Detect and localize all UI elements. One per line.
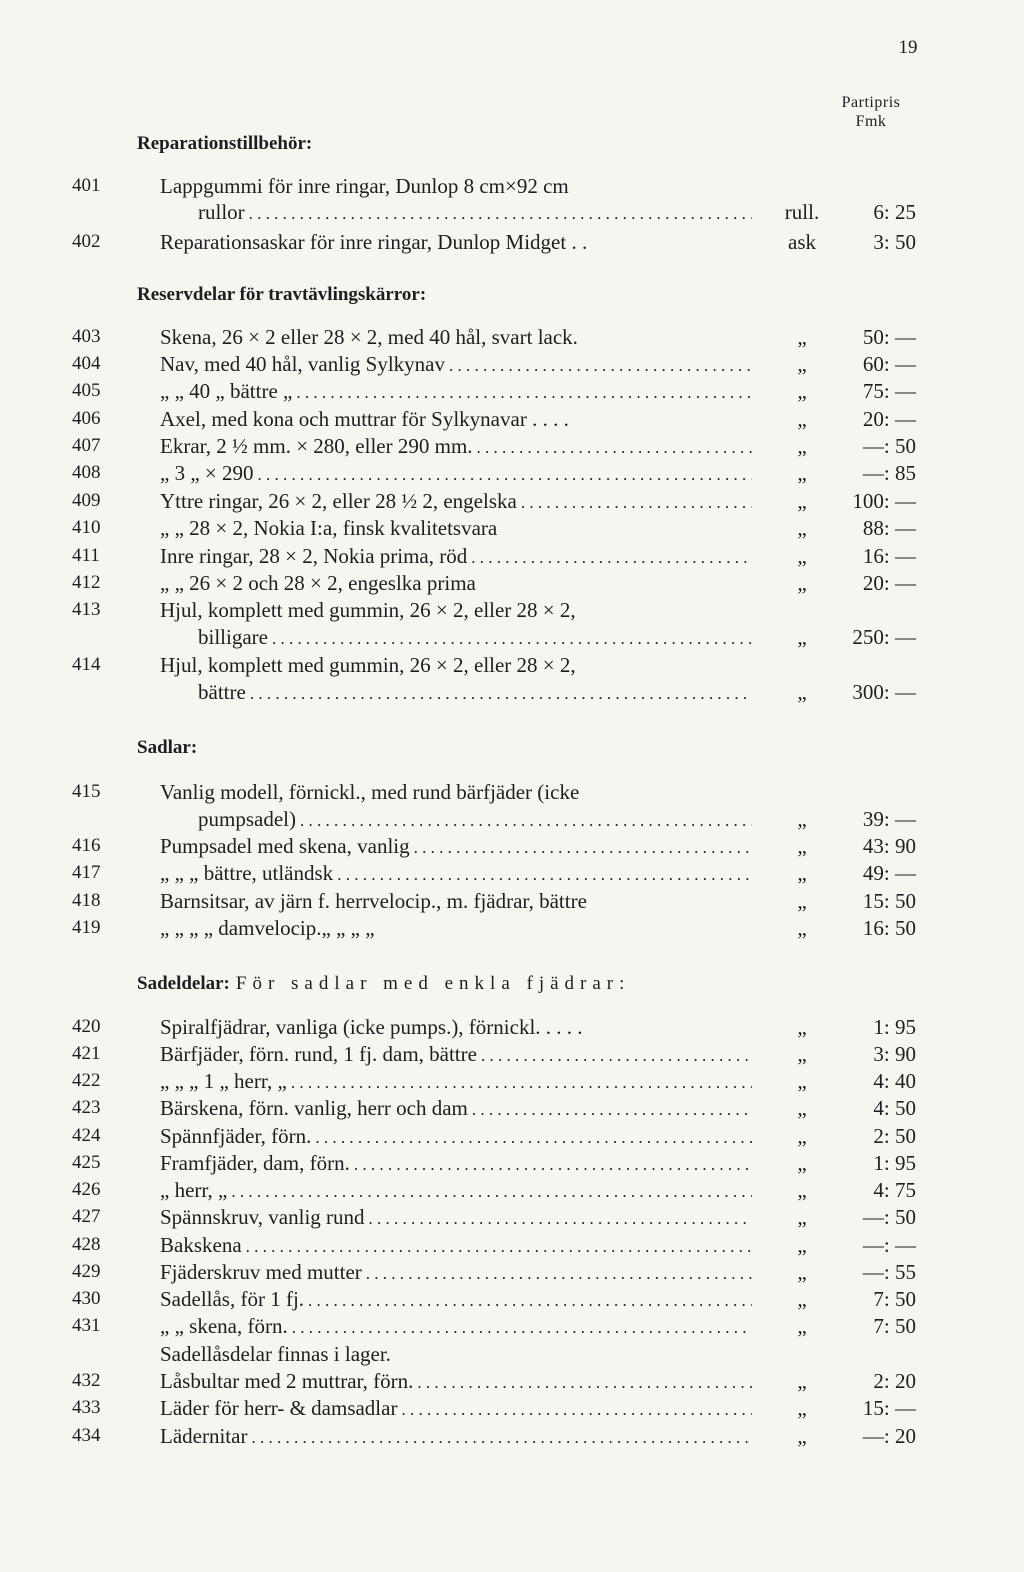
item-price: —: 50: [862, 434, 916, 458]
item-price: 3: 90: [873, 1042, 916, 1066]
section-title: Sadlar:: [137, 737, 198, 758]
item-unit: „: [797, 1151, 807, 1175]
item-text: Fjäderskruv med mutter: [160, 1260, 362, 1284]
item-number: 432: [72, 1370, 101, 1391]
catalog-row: [0, 1258, 1024, 1286]
item-unit: „: [797, 1314, 807, 1338]
item-text: „ „ „ „ damvelocip.„ „ „ „: [160, 916, 375, 940]
item-description: [198, 805, 752, 835]
item-price: 88: —: [862, 516, 916, 540]
item-text: Bärskena, förn. vanlig, herr och dam: [160, 1096, 468, 1120]
item-number: 419: [72, 917, 101, 938]
dot-leader: [369, 1205, 752, 1233]
item-description: [160, 1312, 752, 1342]
item-number: 410: [72, 517, 101, 538]
catalog-row: [0, 542, 1024, 570]
item-price: 6: 25: [873, 200, 916, 224]
catalog-row: [0, 569, 1024, 597]
item-price: 1: 95: [873, 1015, 916, 1039]
dot-leader: [449, 352, 752, 380]
catalog-row: [0, 1203, 1024, 1231]
dot-leader: [249, 200, 752, 228]
item-text: „ „ 40 „ bättre „: [160, 379, 293, 403]
section-subtitle: För sadlar med enkla fjädrar:: [235, 973, 631, 994]
item-unit: „: [797, 325, 807, 349]
item-description: [160, 172, 752, 200]
item-description: [160, 914, 752, 942]
item-unit: „: [797, 889, 807, 913]
catalog-row: [0, 914, 1024, 942]
catalog-row: [0, 1149, 1024, 1177]
dot-leader: [300, 807, 752, 835]
item-text: Sadellåsdelar finnas i lager.: [160, 1342, 391, 1366]
item-price: 7: 50: [873, 1314, 916, 1338]
item-description: [160, 1394, 752, 1424]
item-number: 409: [72, 490, 101, 511]
item-price: 60: —: [862, 352, 916, 376]
item-text: Hjul, komplett med gummin, 26 × 2, eller 28 × 2,: [160, 653, 576, 677]
item-text: „ „ „ bättre, utländsk: [160, 861, 334, 885]
item-description: [160, 323, 752, 351]
item-unit: ask: [788, 230, 816, 254]
item-unit: „: [797, 1205, 807, 1229]
item-number: 411: [72, 545, 100, 566]
price-header-line1: Partipris: [841, 94, 901, 111]
catalog-row: [0, 859, 1024, 887]
item-price: 2: 50: [873, 1124, 916, 1148]
item-unit: „: [797, 489, 807, 513]
catalog-row: [0, 651, 1024, 679]
item-text: Axel, med kona och muttrar för Sylkynavar . . . .: [160, 407, 569, 431]
catalog-row: [0, 1394, 1024, 1422]
item-unit: „: [797, 516, 807, 540]
item-description: [160, 1203, 752, 1233]
item-number: 425: [72, 1152, 101, 1173]
item-number: 412: [72, 572, 101, 593]
item-number: 413: [72, 599, 101, 620]
item-price: —: 20: [862, 1424, 916, 1448]
catalog-row: [0, 1367, 1024, 1395]
item-text: Nav, med 40 hål, vanlig Sylkynav: [160, 352, 446, 376]
item-text: Lädernitar: [160, 1424, 248, 1448]
catalog-row: [0, 623, 1024, 651]
item-description: [160, 1094, 752, 1124]
item-number: 401: [72, 175, 101, 196]
item-number: 431: [72, 1315, 101, 1336]
section-heading: [137, 737, 197, 759]
catalog-row: [0, 887, 1024, 915]
section-heading: [137, 133, 312, 155]
item-text: Yttre ringar, 26 × 2, eller 28 ½ 2, engelska: [160, 489, 517, 513]
item-number: 422: [72, 1070, 101, 1091]
item-text: Låsbultar med 2 muttrar, förn.: [160, 1369, 414, 1393]
item-number: 408: [72, 462, 101, 483]
item-number: 404: [72, 353, 101, 374]
item-price: 250: —: [852, 625, 916, 649]
item-number: 429: [72, 1261, 101, 1282]
catalog-row: [0, 1122, 1024, 1150]
page-number: 19: [898, 37, 918, 58]
item-unit: „: [797, 1260, 807, 1284]
dot-leader: [231, 1178, 752, 1206]
item-unit: „: [797, 834, 807, 858]
item-text: Skena, 26 × 2 eller 28 × 2, med 40 hål, svart lack.: [160, 325, 578, 349]
item-price: 16: 50: [862, 916, 916, 940]
item-number: 414: [72, 654, 101, 675]
item-unit: „: [797, 1178, 807, 1202]
dot-leader: [354, 1151, 752, 1179]
item-number: 416: [72, 835, 101, 856]
dot-leader: [471, 544, 752, 572]
item-number: 415: [72, 781, 101, 802]
item-price: 39: —: [862, 807, 916, 831]
item-description: [160, 1367, 752, 1397]
item-unit: „: [797, 680, 807, 704]
item-unit: „: [797, 379, 807, 403]
item-number: 426: [72, 1179, 101, 1200]
dot-leader: [366, 1260, 752, 1288]
item-number: 405: [72, 380, 101, 401]
item-price: 300: —: [852, 680, 916, 704]
item-text: Bakskena: [160, 1233, 242, 1257]
catalog-row: [0, 1176, 1024, 1204]
catalog-row: [0, 1340, 1024, 1368]
item-price: 20: —: [862, 407, 916, 431]
dot-leader: [521, 489, 752, 517]
catalog-row: [0, 1231, 1024, 1259]
item-description: [160, 1067, 752, 1097]
item-price: 3: 50: [873, 230, 916, 254]
dot-leader: [481, 1042, 752, 1070]
price-column-header: [806, 93, 936, 131]
item-number: 433: [72, 1397, 101, 1418]
item-price: 16: —: [862, 544, 916, 568]
item-text: „ „ „ 1 „ herr, „: [160, 1069, 287, 1093]
item-number: 402: [72, 231, 101, 252]
item-text: bättre: [198, 680, 246, 704]
item-unit: „: [797, 1396, 807, 1420]
item-text: Spännskruv, vanlig rund: [160, 1205, 365, 1229]
item-unit: „: [797, 352, 807, 376]
dot-leader: [315, 1124, 752, 1152]
catalog-row: [0, 1422, 1024, 1450]
catalog-row: [0, 678, 1024, 706]
catalog-row: [0, 228, 1024, 256]
item-description: [160, 228, 752, 256]
item-price: 75: —: [862, 379, 916, 403]
catalog-row: [0, 172, 1024, 200]
item-number: 434: [72, 1425, 101, 1446]
item-text: Sadellås, för 1 fj.: [160, 1287, 305, 1311]
item-unit: „: [797, 1369, 807, 1393]
catalog-row: [0, 487, 1024, 515]
item-text: Bärfjäder, förn. rund, 1 fj. dam, bättre: [160, 1042, 477, 1066]
item-unit: „: [797, 1233, 807, 1257]
item-price: 100: —: [852, 489, 916, 513]
item-text: pumpsadel): [198, 807, 296, 831]
item-unit: „: [797, 407, 807, 431]
item-number: 421: [72, 1043, 101, 1064]
item-description: [160, 651, 752, 679]
item-number: 418: [72, 890, 101, 911]
item-description: [160, 514, 752, 542]
item-number: 406: [72, 408, 101, 429]
item-text: Hjul, komplett med gummin, 26 × 2, eller 28 × 2,: [160, 598, 576, 622]
item-text: „ „ skena, förn.: [160, 1314, 288, 1338]
catalog-row: [0, 350, 1024, 378]
item-description: [160, 1013, 752, 1041]
item-price: 4: 75: [873, 1178, 916, 1202]
item-description: [160, 405, 752, 433]
item-text: „ herr, „: [160, 1178, 228, 1202]
item-price: 50: —: [862, 325, 916, 349]
item-unit: „: [797, 625, 807, 649]
item-description: [160, 859, 752, 889]
catalog-row: [0, 778, 1024, 806]
catalog-row: [0, 514, 1024, 542]
item-unit: „: [797, 916, 807, 940]
catalog-row: [0, 323, 1024, 351]
item-number: 407: [72, 435, 101, 456]
dot-leader: [258, 461, 753, 489]
dot-leader: [250, 680, 752, 708]
catalog-row: [0, 198, 1024, 226]
item-unit: „: [797, 1424, 807, 1448]
dot-leader: [251, 1424, 752, 1452]
item-unit: „: [797, 544, 807, 568]
item-description: [160, 569, 752, 597]
item-price: 1: 95: [873, 1151, 916, 1175]
item-text: Barnsitsar, av järn f. herrvelocip., m. fjädrar, bättre: [160, 889, 587, 913]
item-unit: „: [797, 1069, 807, 1093]
item-text: rullor: [198, 200, 245, 224]
item-text: „ 3 „ × 290: [160, 461, 254, 485]
dot-leader: [292, 1314, 752, 1342]
item-description: [160, 1258, 752, 1288]
catalog-row: [0, 459, 1024, 487]
item-number: 420: [72, 1016, 101, 1037]
catalog-row: [0, 1013, 1024, 1041]
section-title: Reparationstillbehör:: [137, 133, 313, 154]
price-header-line2: Fmk: [855, 113, 887, 130]
dot-leader: [401, 1396, 752, 1424]
item-price: 15: —: [862, 1396, 916, 1420]
item-price: 43: 90: [862, 834, 916, 858]
item-text: Framfjäder, dam, förn.: [160, 1151, 350, 1175]
item-unit: „: [797, 1124, 807, 1148]
item-price: 15: 50: [862, 889, 916, 913]
catalog-row: [0, 596, 1024, 624]
item-description: [160, 1340, 752, 1368]
item-unit: „: [797, 807, 807, 831]
catalog-row: [0, 832, 1024, 860]
item-price: —: 85: [862, 461, 916, 485]
catalog-row: [0, 1312, 1024, 1340]
catalog-row: [0, 1094, 1024, 1122]
item-text: Inre ringar, 28 × 2, Nokia prima, röd: [160, 544, 468, 568]
item-unit: „: [797, 434, 807, 458]
item-unit: „: [797, 461, 807, 485]
item-description: [160, 1040, 752, 1070]
item-description: [160, 1231, 752, 1261]
dot-leader: [246, 1233, 752, 1261]
item-description: [160, 1285, 752, 1315]
item-text: Läder för herr- & damsadlar: [160, 1396, 398, 1420]
item-description: [160, 377, 752, 407]
item-price: 49: —: [862, 861, 916, 885]
item-number: 417: [72, 862, 101, 883]
catalog-row: [0, 1040, 1024, 1068]
item-number: 427: [72, 1206, 101, 1227]
catalog-row: [0, 405, 1024, 433]
dot-leader: [308, 1287, 752, 1315]
item-description: [160, 432, 752, 462]
item-description: [160, 487, 752, 517]
item-description: [160, 1422, 752, 1452]
item-description: [160, 832, 752, 862]
item-price: 2: 20: [873, 1369, 916, 1393]
catalog-row: [0, 432, 1024, 460]
item-number: 430: [72, 1288, 101, 1309]
item-price: 4: 40: [873, 1069, 916, 1093]
item-number: 428: [72, 1234, 101, 1255]
item-text: Lappgummi för inre ringar, Dunlop 8 cm×92 cm: [160, 174, 569, 198]
item-number: 423: [72, 1097, 101, 1118]
dot-leader: [417, 1369, 752, 1397]
item-description: [160, 887, 752, 915]
item-description: [160, 1149, 752, 1179]
dot-leader: [472, 1096, 752, 1124]
item-text: „ „ 26 × 2 och 28 × 2, engeslka prima: [160, 571, 476, 595]
item-unit: „: [797, 1042, 807, 1066]
item-unit: „: [797, 1096, 807, 1120]
item-text: Ekrar, 2 ½ mm. × 280, eller 290 mm.: [160, 434, 473, 458]
catalog-row: [0, 377, 1024, 405]
item-price: —: —: [862, 1233, 916, 1257]
dot-leader: [291, 1069, 752, 1097]
item-price: 20: —: [862, 571, 916, 595]
item-unit: rull.: [784, 200, 820, 224]
item-text: billigare: [198, 625, 268, 649]
item-number: 403: [72, 326, 101, 347]
item-price: 7: 50: [873, 1287, 916, 1311]
item-number: 424: [72, 1125, 101, 1146]
dot-leader: [296, 379, 752, 407]
catalog-row: [0, 805, 1024, 833]
item-text: Pumpsadel med skena, vanlig: [160, 834, 410, 858]
dot-leader: [414, 834, 752, 862]
item-text: Spiralfjädrar, vanliga (icke pumps.), förnickl. . . . .: [160, 1015, 583, 1039]
dot-leader: [337, 861, 752, 889]
item-text: Vanlig modell, förnickl., med rund bärfjäder (icke: [160, 780, 580, 804]
item-description: [160, 1176, 752, 1206]
item-unit: „: [797, 861, 807, 885]
item-description: [198, 198, 752, 228]
section-heading: [137, 284, 426, 306]
item-text: Spännfjäder, förn.: [160, 1124, 312, 1148]
item-price: —: 55: [862, 1260, 916, 1284]
item-unit: „: [797, 571, 807, 595]
section-title: Sadeldelar:: [137, 973, 230, 994]
item-description: [160, 596, 752, 624]
item-price: 4: 50: [873, 1096, 916, 1120]
item-unit: „: [797, 1287, 807, 1311]
item-description: [198, 623, 752, 653]
section-title: Reservdelar för travtävlingskärror:: [137, 284, 427, 305]
item-description: [198, 678, 752, 708]
catalog-row: [0, 1067, 1024, 1095]
item-description: [160, 1122, 752, 1152]
item-unit: „: [797, 1015, 807, 1039]
item-description: [160, 778, 752, 806]
item-description: [160, 350, 752, 380]
catalog-row: [0, 1285, 1024, 1313]
item-price: —: 50: [862, 1205, 916, 1229]
dot-leader: [477, 434, 752, 462]
dot-leader: [272, 625, 752, 653]
item-text: Reparationsaskar för inre ringar, Dunlop Midget . .: [160, 230, 588, 254]
section-heading: [137, 973, 630, 995]
item-text: „ „ 28 × 2, Nokia I:a, finsk kvalitetsvara: [160, 516, 498, 540]
item-description: [160, 542, 752, 572]
item-description: [160, 459, 752, 489]
